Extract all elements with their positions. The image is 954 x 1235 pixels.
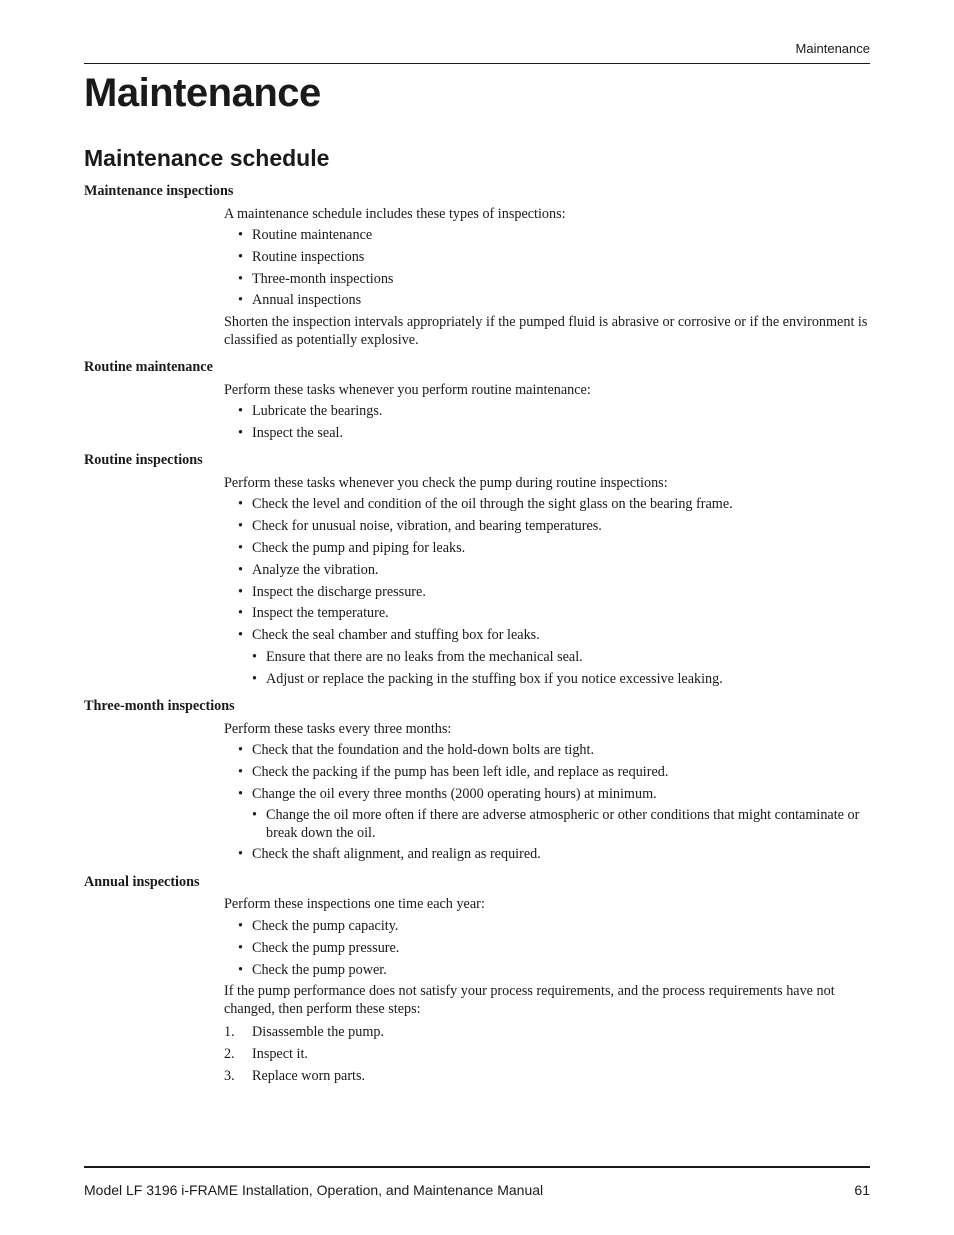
step-text: Replace worn parts. xyxy=(252,1067,366,1084)
maintenance-inspections-section xyxy=(84,183,870,349)
list-item: • Check for unusual noise, vibration, and bearing temperatures. xyxy=(224,518,870,536)
list-item: • Check that the foundation and the hold-down bolts are tight. xyxy=(224,742,870,760)
chapter-title: Maintenance xyxy=(84,71,321,115)
annual-inspections-intro: Perform these inspections one time each year: xyxy=(224,896,485,913)
annual-inspections-heading: Annual inspections xyxy=(84,873,200,890)
step-number: 1. xyxy=(224,1024,235,1041)
list-item: • Inspect the temperature. xyxy=(224,605,870,623)
list-item: • Three-month inspections xyxy=(224,271,870,289)
page-content xyxy=(84,183,870,1095)
list-item: • Annual inspections xyxy=(224,292,870,310)
page-number: 61 xyxy=(854,1182,870,1198)
three-month-inspections-list xyxy=(224,742,870,864)
step-text: Inspect it. xyxy=(252,1046,308,1063)
seal-check-sublist xyxy=(252,649,870,688)
three-month-inspections-intro: Perform these tasks every three months: xyxy=(224,720,452,737)
annual-inspections-section xyxy=(84,874,870,1085)
running-head: Maintenance xyxy=(795,41,870,56)
footer-manual-title: Model LF 3196 i-FRAME Installation, Operation, and Maintenance Manual xyxy=(84,1182,544,1198)
inspection-types-list xyxy=(224,227,870,310)
list-item: • Ensure that there are no leaks from the mechanical seal. xyxy=(252,649,870,667)
maintenance-inspections-intro: A maintenance schedule includes these types of inspections: xyxy=(224,205,566,222)
inspection-interval-note: Shorten the inspection intervals appropriately if the pumped fluid is abrasive or corrosive or if the environment is classified as potentially explosive. xyxy=(224,314,868,348)
list-item: • Check the pump capacity. xyxy=(224,918,870,936)
page-footer xyxy=(84,1166,870,1198)
step-number: 3. xyxy=(224,1067,235,1084)
list-item: • Routine inspections xyxy=(224,249,870,267)
list-item: • Routine maintenance xyxy=(224,227,870,245)
step-number: 2. xyxy=(224,1046,235,1063)
section-title: Maintenance schedule xyxy=(84,145,330,171)
performance-note: If the pump performance does not satisfy your process requirements, and the process requirements have not changed, then perform these steps: xyxy=(224,983,835,1017)
list-item xyxy=(224,786,870,843)
list-item: • Inspect the seal. xyxy=(224,425,870,443)
list-item-text: Check the seal chamber and stuffing box for leaks. xyxy=(252,627,540,644)
routine-inspections-intro: Perform these tasks whenever you check the pump during routine inspections: xyxy=(224,474,668,491)
three-month-inspections-heading: Three-month inspections xyxy=(84,698,235,715)
list-item: • Analyze the vibration. xyxy=(224,562,870,580)
routine-inspections-list xyxy=(224,496,870,688)
routine-inspections-body xyxy=(224,475,870,688)
list-item: • Check the packing if the pump has been left idle, and replace as required. xyxy=(224,764,870,782)
step-item xyxy=(224,1046,870,1064)
page-header xyxy=(84,41,870,64)
list-item: • Check the level and condition of the oil through the sight glass on the bearing frame. xyxy=(224,496,870,514)
routine-maintenance-body xyxy=(224,382,870,443)
annual-inspections-body xyxy=(224,896,870,1085)
annual-inspections-list xyxy=(224,918,870,979)
routine-inspections-heading: Routine inspections xyxy=(84,452,203,469)
maintenance-inspections-heading: Maintenance inspections xyxy=(84,183,234,199)
list-item xyxy=(224,627,870,688)
maintenance-inspections-body xyxy=(224,206,870,350)
routine-inspections-section xyxy=(84,452,870,688)
three-month-inspections-section xyxy=(84,698,870,864)
list-item: • Check the shaft alignment, and realign as required. xyxy=(224,846,870,864)
list-item: • Check the pump pressure. xyxy=(224,940,870,958)
routine-maintenance-heading: Routine maintenance xyxy=(84,359,213,376)
routine-maintenance-section xyxy=(84,359,870,442)
list-item: • Adjust or replace the packing in the stuffing box if you notice excessive leaking. xyxy=(252,671,870,689)
routine-maintenance-intro: Perform these tasks whenever you perform routine maintenance: xyxy=(224,381,591,398)
list-item: • Check the pump power. xyxy=(224,962,870,980)
performance-steps-list xyxy=(224,1024,870,1085)
list-item: • Lubricate the bearings. xyxy=(224,403,870,421)
list-item: • Change the oil more often if there are adverse atmospheric or other conditions that might contaminate or break down the oil. xyxy=(252,807,870,842)
list-item-text: Change the oil every three months (2000 operating hours) at minimum. xyxy=(252,785,657,802)
list-item: • Check the pump and piping for leaks. xyxy=(224,540,870,558)
step-item xyxy=(224,1024,870,1042)
step-text: Disassemble the pump. xyxy=(252,1024,385,1041)
three-month-inspections-body xyxy=(224,721,870,864)
oil-change-sublist xyxy=(252,807,870,842)
step-item xyxy=(224,1068,870,1086)
routine-maintenance-list xyxy=(224,403,870,442)
list-item: • Inspect the discharge pressure. xyxy=(224,584,870,602)
